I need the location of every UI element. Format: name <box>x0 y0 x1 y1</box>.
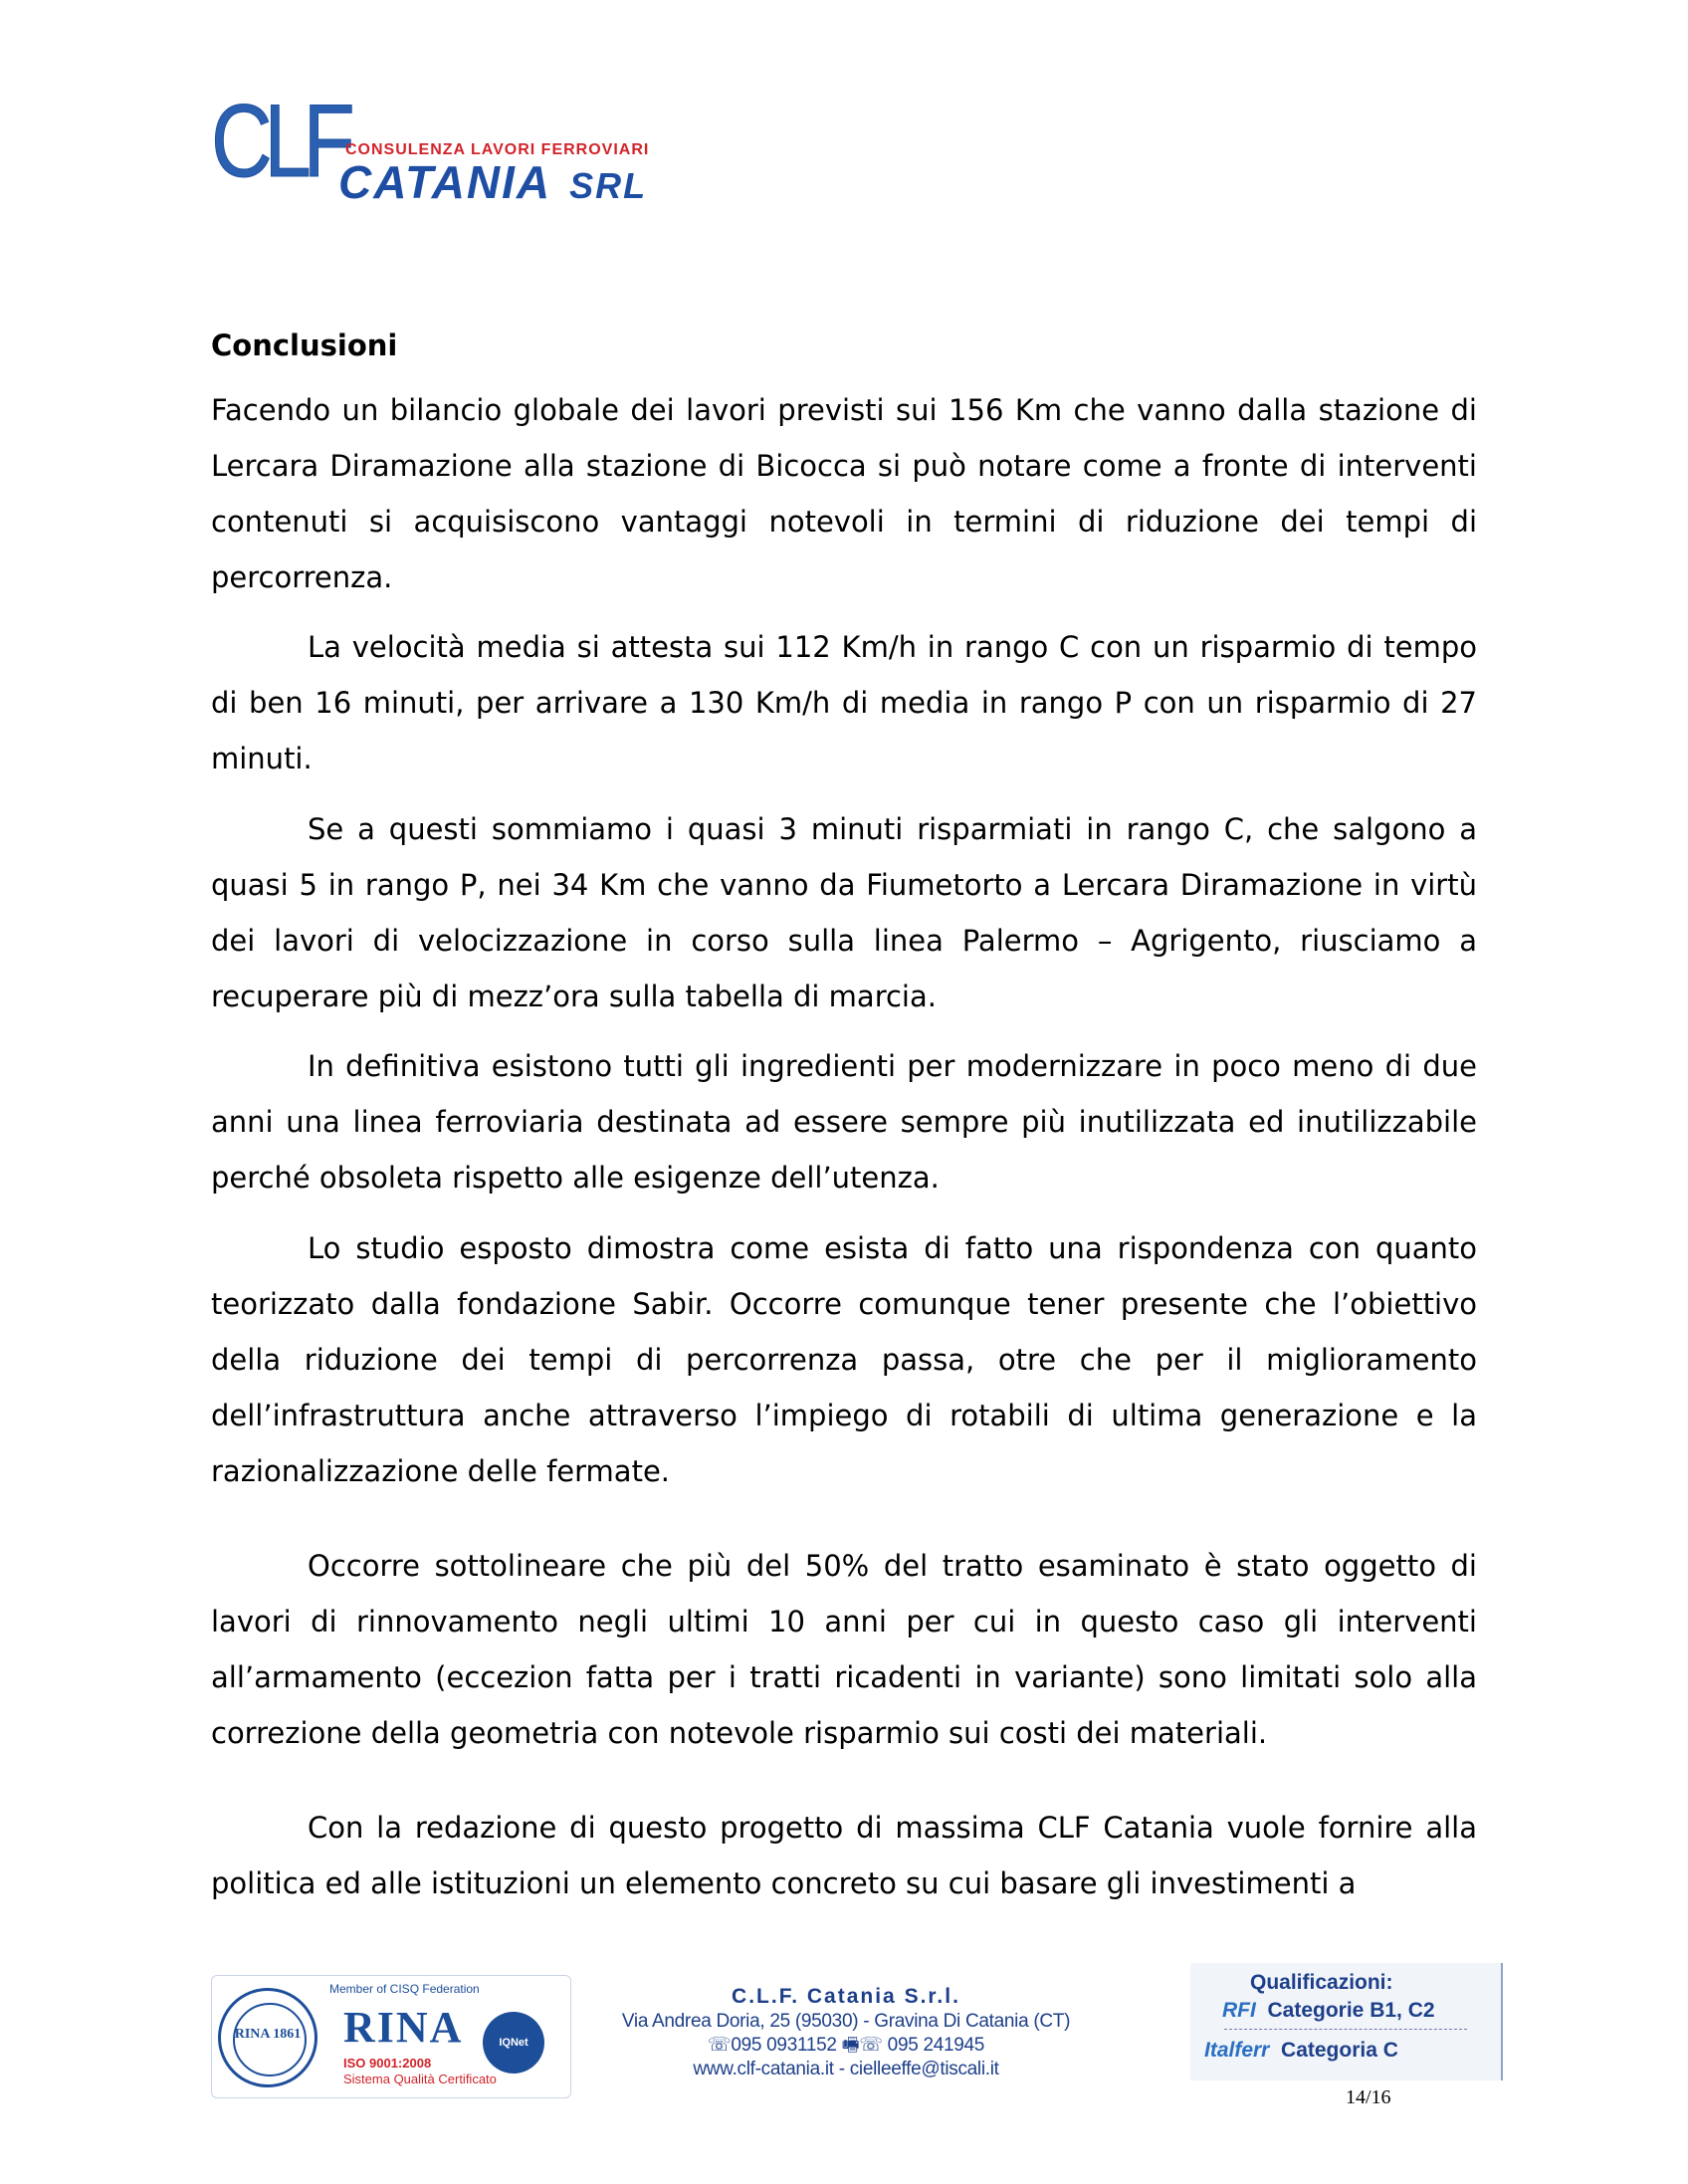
company-address: Via Andrea Doria, 25 (95030) - Gravina Di Catania (CT) <box>621 2011 1071 2032</box>
rina-certification-badge <box>211 1975 571 2098</box>
rina-system: Sistema Qualità Certificato <box>343 2072 497 2086</box>
logo-name <box>338 155 647 209</box>
logo-subtitle: CONSULENZA LAVORI FERROVIARI <box>345 141 650 158</box>
logo-suffix: SRL <box>569 165 648 206</box>
company-web[interactable]: www.clf-catania.it - cielleeffe@tiscali.it <box>693 2059 999 2079</box>
paragraph-3: Se a questi sommiamo i quasi 3 minuti risparmiati in rango C, che salgono a quasi 5 in rango P, nei 34 Km che vanno da Fiumetorto a Lercara Diramazione in virtù dei lavori di velocizzazione in corso sulla linea Palermo – Agrigento, riusciamo a recuperare più di mezz’ora sulla tabella di marcia. <box>211 812 1477 1013</box>
paragraph-6: Occorre sottolineare che più del 50% del tratto esaminato è stato oggetto di lavori di rinnovamento negli ultimi 10 anni per cui in questo caso gli interventi all’armamento (eccezion fatta per i tratti ricadenti in variante) sono limitati solo alla correzione della geometria con notevole risparmio sui costi dei materiali. <box>211 1549 1477 1750</box>
qualifications-box <box>1190 1963 1503 2080</box>
paragraph-1: Facendo un bilancio globale dei lavori previsti sui 156 Km che vanno dalla stazione di Lercara Diramazione alla stazione di Bicocca si può notare come a fronte di interventi contenuti si acquisiscono vantaggi notevoli in termini di riduzione dei tempi di percorrenza. <box>211 393 1477 594</box>
qualifications-divider <box>1224 2029 1467 2030</box>
rfi-label: RFI <box>1222 1999 1256 2022</box>
section-heading: Conclusioni <box>211 328 398 362</box>
rina-seal-icon <box>218 1988 317 2087</box>
company-name: C.L.F. Catania S.r.l. <box>732 1985 960 2008</box>
logo-mark: CLF <box>211 84 347 199</box>
rina-member-text: Member of CISQ Federation <box>329 1982 480 1996</box>
company-info <box>597 1984 1095 2081</box>
company-logo <box>211 84 679 208</box>
qualifications-title: Qualificazioni: <box>1250 1971 1393 1994</box>
qualification-italferr <box>1204 2039 1398 2063</box>
document-body <box>211 327 1477 1911</box>
paragraph-4: In definitiva esistono tutti gli ingredienti per modernizzare in poco meno di due anni una linea ferroviaria destinata ad essere sempre più inutilizzata ed inutilizzabile perché obsoleta rispetto alle esigenze dell’utenza. <box>211 1049 1477 1195</box>
paragraph-2: La velocità media si attesta sui 112 Km/h in rango C con un risparmio di tempo di ben 16 minuti, per arrivare a 130 Km/h di media in rango P con un risparmio di 27 minuti. <box>211 630 1477 775</box>
rina-seal-text: RINA 1861 <box>234 2027 302 2042</box>
italferr-value: Categoria C <box>1281 2039 1398 2062</box>
company-phones: ☏095 0931152 🖷☏ 095 241945 <box>707 2035 985 2056</box>
logo-name-text: CATANIA <box>338 156 552 208</box>
page-number: 14/16 <box>1346 2086 1391 2108</box>
qualification-rfi <box>1222 1999 1435 2023</box>
rfi-value: Categorie B1, C2 <box>1267 1999 1435 2022</box>
paragraph-7: Con la redazione di questo progetto di massima CLF Catania vuole fornire alla politica ed alle istituzioni un elemento concreto su cui basare gli investimenti a <box>211 1811 1477 1900</box>
paragraph-5: Lo studio esposto dimostra come esista di fatto una rispondenza con quanto teorizzato dalla fondazione Sabir. Occorre comunque tener presente che l’obiettivo della riduzione dei tempi di percorrenza passa, otre che per il miglioramento dell’infrastruttura anche attraverso l’impiego di rotabili di ultima generazione e la razionalizzazione delle fermate. <box>211 1231 1477 1488</box>
italferr-label: Italferr <box>1204 2039 1270 2062</box>
iqnet-icon: IQNet <box>483 2012 544 2074</box>
rina-name: RINA <box>343 2003 464 2052</box>
rina-iso: ISO 9001:2008 <box>343 2056 432 2071</box>
